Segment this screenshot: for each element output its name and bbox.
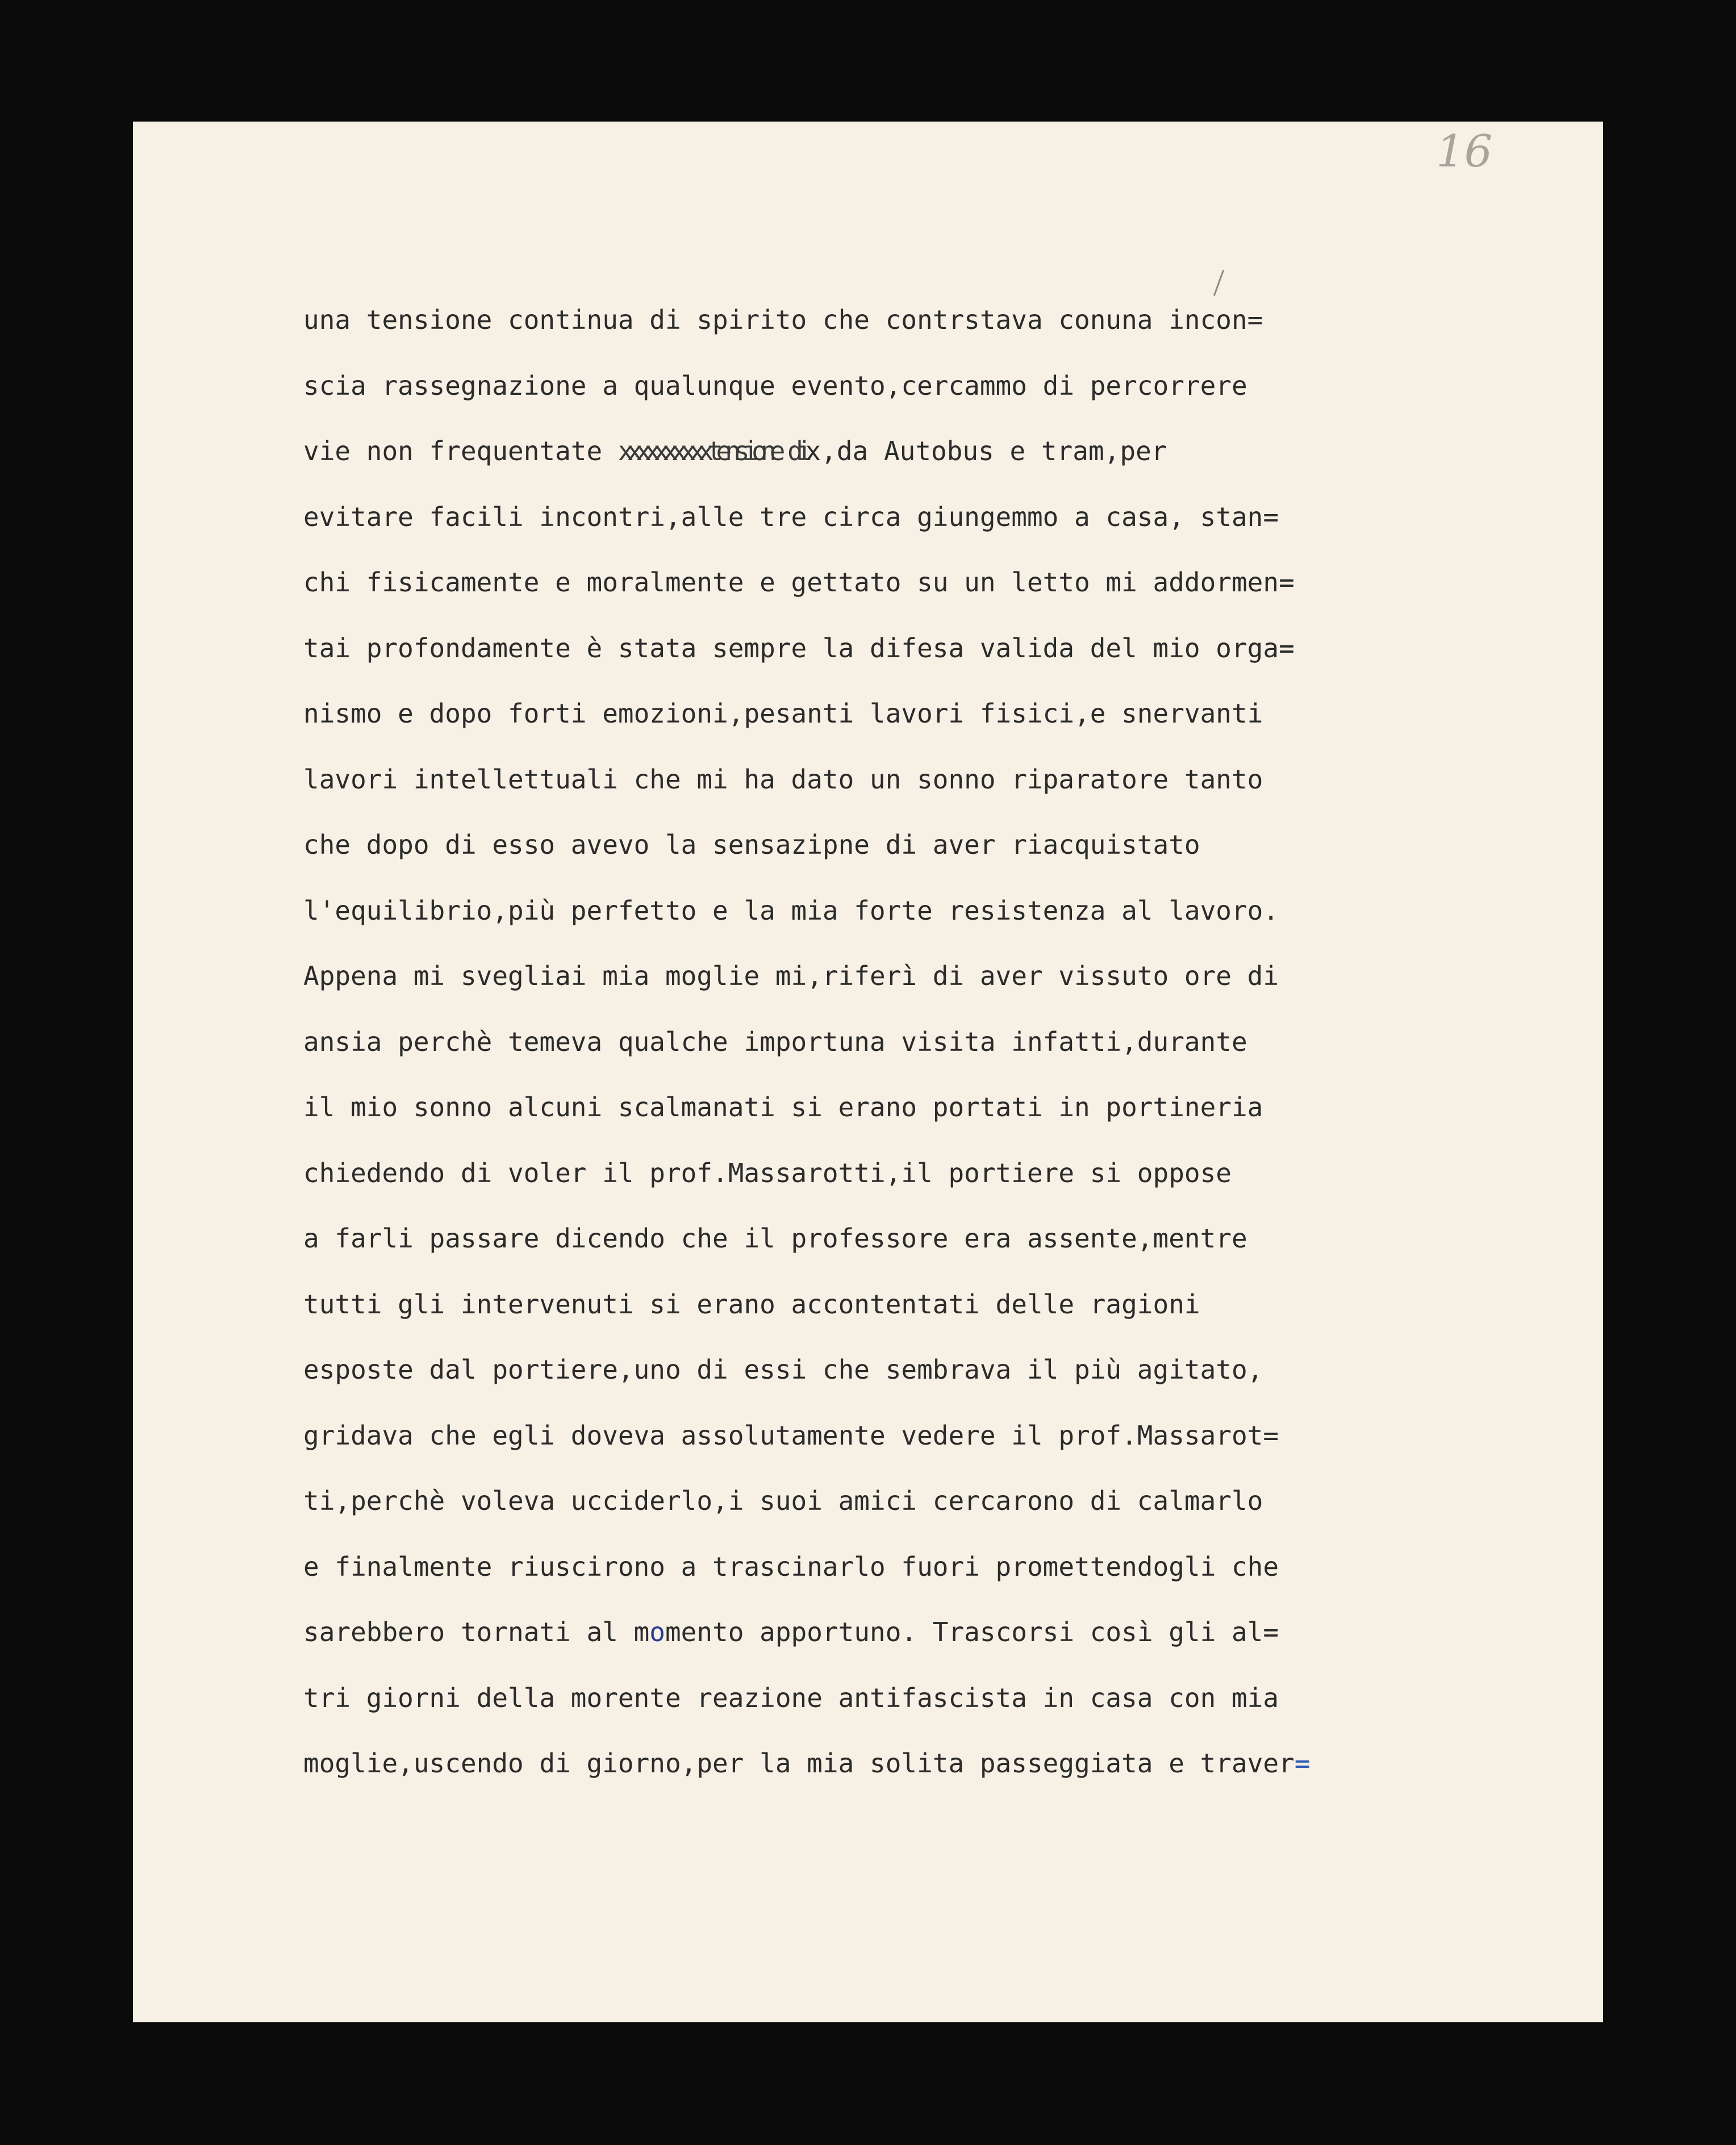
text-line: chi fisicamente e moralmente e gettato su un letto mi addormen=	[303, 567, 1295, 598]
text-line: ti,perchè voleva ucciderlo,i suoi amici cercarono di calmarlo	[303, 1485, 1263, 1516]
text-line: ansia perchè temeva qualche importuna visita infatti,durante	[303, 1026, 1247, 1057]
text-segment: sarebbero tornati al m	[303, 1617, 650, 1647]
handwritten-correction: o	[649, 1617, 665, 1647]
text-line: tri giorni della morente reazione antifascista in casa con mia	[303, 1682, 1279, 1713]
text-line: evitare facili incontri,alle tre circa giungemmo a casa, stan=	[303, 501, 1279, 532]
text-line: tutti gli intervenuti si erano accontentati delle ragioni	[303, 1288, 1200, 1320]
text-line: scia rassegnazione a qualunque evento,cercammo di percorrere	[303, 370, 1247, 401]
text-line: il mio sonno alcuni scalmanati si erano portati in portineria	[303, 1092, 1263, 1122]
text-line: l'equilibrio,più perfetto e la mia forte resistenza al lavoro.	[303, 895, 1279, 926]
text-line	[303, 419, 1530, 485]
text-line: una tensione continua di spirito che contrstava conuna incon=	[303, 304, 1263, 335]
page-number: 16	[1436, 126, 1493, 177]
struck-through-text: xxxxxxxxxxtensione di	[617, 436, 806, 466]
text-line: chiedendo di voler il prof.Massarotti,il portiere si oppose	[303, 1157, 1232, 1188]
text-line: che dopo di esso avevo la sensazipne di aver riacquistato	[303, 829, 1200, 860]
text-line: a farli passare dicendo che il professore era assente,mentre	[303, 1223, 1247, 1254]
text-line: nismo e dopo forti emozioni,pesanti lavori fisici,e snervanti	[303, 698, 1263, 729]
text-segment: x,da Autobus e tram,per	[805, 436, 1167, 466]
text-line: e finalmente riuscirono a trascinarlo fuori promettendogli che	[303, 1551, 1279, 1582]
text-segment: mento apportuno. Trascorsi così gli al=	[665, 1617, 1279, 1647]
handwritten-hyphen: =	[1294, 1748, 1311, 1779]
text-line: lavori intellettuali che mi ha dato un sonno riparatore tanto	[303, 763, 1263, 795]
typewritten-page	[133, 122, 1603, 2022]
text-line: gridava che egli doveva assolutamente vedere il prof.Massarot=	[303, 1420, 1279, 1451]
text-line: esposte dal portiere,uno di essi che sembrava il più agitato,	[303, 1354, 1263, 1385]
text-line	[303, 1731, 1530, 1797]
text-segment: moglie,uscendo di giorno,per la mia solita passeggiata e traver	[303, 1748, 1295, 1779]
text-line	[303, 1600, 1530, 1666]
text-line: tai profondamente è stata sempre la difesa valida del mio orga=	[303, 632, 1295, 663]
typed-body-text	[303, 287, 1530, 1797]
text-segment: vie non frequentate	[303, 436, 618, 466]
text-line: Appena mi svegliai mia moglie mi,riferì di aver vissuto ore di	[303, 961, 1279, 991]
